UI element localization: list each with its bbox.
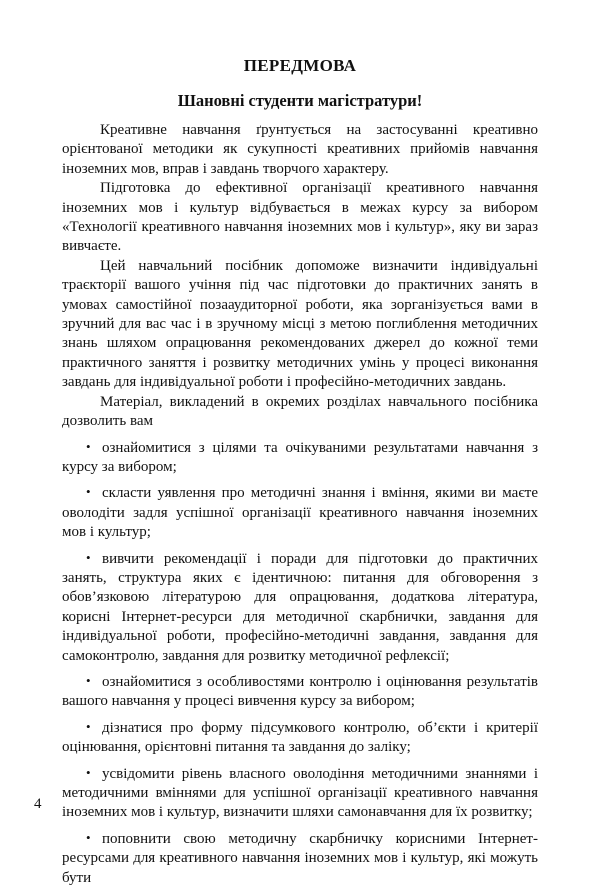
list-item-text: ознайомитися з особливостями контролю і оцінювання результатів вашого навчання у процесі вивчення курсу за вибором;	[62, 674, 538, 709]
paragraph: Підготовка до ефективної організації креативного навчання іноземних мов і культур відбувається в межах курсу за вибором «Технології креативного навчання іноземних мов і культур», яку ви зараз вивчаєте.	[62, 179, 538, 257]
list-item	[62, 671, 538, 712]
bullet-icon: •	[86, 763, 102, 782]
list-item	[62, 482, 538, 542]
bullet-icon: •	[86, 437, 102, 456]
list-item-text: вивчити рекомендації і поради для підготовки до практичних занять, структура яких є ідентичною: питання для обговорення з обов’язковою літературою для опрацювання, додаткова література, корисні Інтернет-ресурси для методичної скарбнички, завдання для індивідуальної роботи, професійно-методичні завдання, завдання для самоконтролю, завдання для розвитку методичної рефлексії;	[62, 551, 538, 664]
bullet-list	[62, 437, 538, 888]
list-item	[62, 717, 538, 758]
page-subtitle: Шановні студенти магістратури!	[62, 91, 538, 111]
list-item-text: усвідомити рівень власного оволодіння методичними знаннями і методичними вміннями для успішної організації креативного навчання іноземних мов і культур, визначити шляхи самонавчання для їх розвитку;	[62, 766, 538, 821]
paragraph: Цей навчальний посібник допоможе визначити індивідуальні траєкторії вашого учіння під час підготовки до практичних занять в умовах самостійної позааудиторної роботи, яка зорганізується вами в зручний для вас час і в зручному місці з метою поглиблення методичних знань шляхом опрацювання рекомендованих джерел до кожної теми практичного заняття і розвитку методичних умінь у процесі виконання завдань для індивідуальної роботи і професійно-методичних завдань.	[62, 257, 538, 393]
list-item-text: ознайомитися з цілями та очікуваними результатами навчання з курсу за вибором;	[62, 440, 538, 475]
list-item-text: поповнити свою методичну скарбничку корисними Інтернет-ресурсами для креативного навчання іноземних мов і культур, які можуть бути	[62, 831, 538, 886]
bullet-icon: •	[86, 482, 102, 501]
document-body	[62, 121, 538, 888]
paragraph: Креативне навчання ґрунтується на застосуванні креативно орієнтованої методики як сукупності креативних прийомів навчання іноземних мов, вправ і завдань творчого характеру.	[62, 121, 538, 179]
list-item	[62, 437, 538, 478]
list-item-text: скласти уявлення про методичні знання і вміння, якими ви маєте оволодіти задля успішної організації креативного навчання іноземних мов і культур;	[62, 485, 538, 540]
paragraph: Матеріал, викладений в окремих розділах навчального посібника дозволить вам	[62, 393, 538, 432]
list-item	[62, 828, 538, 888]
page-number: 4	[34, 796, 42, 813]
page-title: ПЕРЕДМОВА	[62, 56, 538, 76]
list-item-text: дізнатися про форму підсумкового контролю, об’єкти і критерії оцінювання, орієнтовні питання та завдання до заліку;	[62, 720, 538, 755]
list-item	[62, 763, 538, 823]
list-item	[62, 548, 538, 666]
bullet-icon: •	[86, 548, 102, 567]
bullet-icon: •	[86, 717, 102, 736]
bullet-icon: •	[86, 828, 102, 847]
bullet-icon: •	[86, 671, 102, 690]
